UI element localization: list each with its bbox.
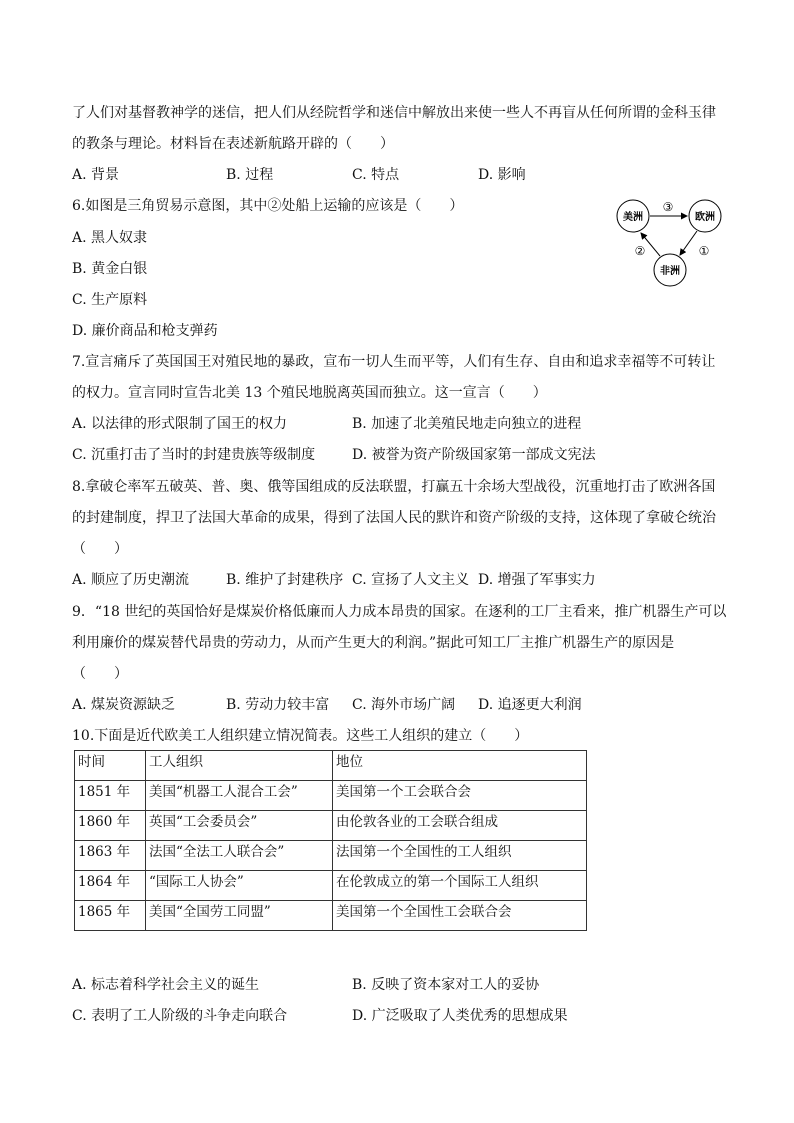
table-cell-status: 法国第一个全国性的工人组织	[333, 841, 587, 871]
table-cell-organization: 美国“全国劳工同盟”	[146, 901, 333, 931]
q9-line2: 利用廉价的煤炭替代昂贵的劳动力，从而产生更大的利润。”据此可知工厂主推广机器生产的原因是	[72, 635, 675, 651]
q7-option-b[interactable]: B. 加速了北美殖民地走向独立的进程	[352, 416, 582, 432]
node-africa-label: 非洲	[660, 266, 680, 277]
arrow-3-label: ③	[662, 200, 674, 214]
q10-option-b[interactable]: B. 反映了资本家对工人的妥协	[352, 977, 540, 993]
q5-option-a[interactable]: A. 背景	[72, 167, 120, 183]
table-cell-organization: 法国“全法工人联合会”	[146, 841, 333, 871]
table-header-organization: 工人组织	[146, 751, 333, 781]
table-cell-organization: 英国“工会委员会”	[146, 811, 333, 841]
table-cell-status: 美国第一个工会联合会	[333, 781, 587, 811]
q10-stem: 10.下面是近代欧美工人组织建立情况简表。这些工人组织的建立（ ）	[72, 728, 529, 744]
table-cell-status: 由伦敦各业的工会联合组成	[333, 811, 587, 841]
q6-option-a[interactable]: A. 黑人奴隶	[72, 230, 148, 246]
table-header-row	[75, 751, 587, 781]
table-header-time: 时间	[75, 751, 146, 781]
triangle-trade-diagram	[610, 195, 735, 295]
node-europe-label: 欧洲	[695, 212, 715, 223]
table-cell-status: 美国第一个全国性工会联合会	[333, 901, 587, 931]
q9-line1: 9．“18 世纪的英国恰好是煤炭价格低廉而人力成本昂贵的国家。在逐利的工厂主看来，推广机器生产可以	[72, 604, 727, 620]
table-cell-status: 在伦敦成立的第一个国际工人组织	[333, 871, 587, 901]
q8-option-b[interactable]: B. 维护了封建秩序	[226, 572, 344, 588]
q9-option-b[interactable]: B. 劳动力较丰富	[226, 697, 330, 713]
q9-option-c[interactable]: C. 海外市场广阔	[352, 697, 456, 713]
q10-option-a[interactable]: A. 标志着科学社会主义的诞生	[72, 977, 260, 993]
table-row	[75, 841, 587, 871]
table-cell-organization: “国际工人协会”	[146, 871, 333, 901]
table-row	[75, 811, 587, 841]
table-cell-time: 1864 年	[75, 871, 146, 901]
q8-line1: 8.拿破仑率军五破英、普、奥、俄等国组成的反法联盟，打赢五十余场大型战役，沉重地打击了欧洲各国	[72, 479, 716, 495]
q5-line1: 了人们对基督教神学的迷信，把人们从经院哲学和迷信中解放出来使一些人不再盲从任何所谓的金科玉律	[72, 105, 716, 121]
q6-option-b[interactable]: B. 黄金白银	[72, 261, 148, 277]
q8-option-a[interactable]: A. 顺应了历史潮流	[72, 572, 190, 588]
q5-option-b[interactable]: B. 过程	[226, 167, 274, 183]
q7-line2: 的权力。宣言同时宣告北美 13 个殖民地脱离英国而独立。这一宣言（ ）	[72, 385, 547, 401]
table-row	[75, 781, 587, 811]
q8-line3: （ ）	[72, 541, 128, 557]
q9-option-d[interactable]: D. 追逐更大利润	[478, 697, 582, 713]
table-cell-time: 1860 年	[75, 811, 146, 841]
table-cell-time: 1863 年	[75, 841, 146, 871]
q5-option-d[interactable]: D. 影响	[478, 167, 526, 183]
q8-option-c[interactable]: C. 宣扬了人文主义	[352, 572, 470, 588]
q6-option-c[interactable]: C. 生产原料	[72, 292, 148, 308]
q10-table	[74, 750, 587, 931]
table-header-status: 地位	[333, 751, 587, 781]
table-cell-organization: 美国“机器工人混合工会”	[146, 781, 333, 811]
table-row	[75, 901, 587, 931]
q10-option-d[interactable]: D. 广泛吸取了人类优秀的思想成果	[352, 1008, 568, 1024]
table-cell-time: 1851 年	[75, 781, 146, 811]
q9-option-a[interactable]: A. 煤炭资源缺乏	[72, 697, 176, 713]
q8-line2: 的封建制度，捍卫了法国大革命的成果，得到了法国人民的默许和资产阶级的支持，这体现了拿破仑统治	[72, 510, 716, 526]
table-row	[75, 871, 587, 901]
q7-option-c[interactable]: C. 沉重打击了当时的封建贵族等级制度	[72, 447, 316, 463]
arrow-2-label: ②	[634, 244, 646, 258]
q10-option-c[interactable]: C. 表明了工人阶级的斗争走向联合	[72, 1008, 288, 1024]
q7-option-a[interactable]: A. 以法律的形式限制了国王的权力	[72, 416, 288, 432]
q5-option-c[interactable]: C. 特点	[352, 167, 400, 183]
q7-option-d[interactable]: D. 被誉为资产阶级国家第一部成文宪法	[352, 447, 596, 463]
q6-option-d[interactable]: D. 廉价商品和枪支弹药	[72, 323, 218, 339]
q8-option-d[interactable]: D. 增强了军事实力	[478, 572, 596, 588]
arrow-1-label: ①	[698, 244, 710, 258]
q7-line1: 7.宣言痛斥了英国国王对殖民地的暴政，宣布一切人生而平等，人们有生存、自由和追求幸福等不可转让	[72, 354, 716, 370]
q5-line2: 的教条与理论。材料旨在表述新航路开辟的（ ）	[72, 136, 394, 152]
node-america-label: 美洲	[623, 212, 643, 223]
arrow-1	[680, 231, 697, 255]
table-cell-time: 1865 年	[75, 901, 146, 931]
q6-stem: 6.如图是三角贸易示意图，其中②处船上运输的应该是（ ）	[72, 198, 464, 214]
q9-line3: （ ）	[72, 666, 128, 682]
